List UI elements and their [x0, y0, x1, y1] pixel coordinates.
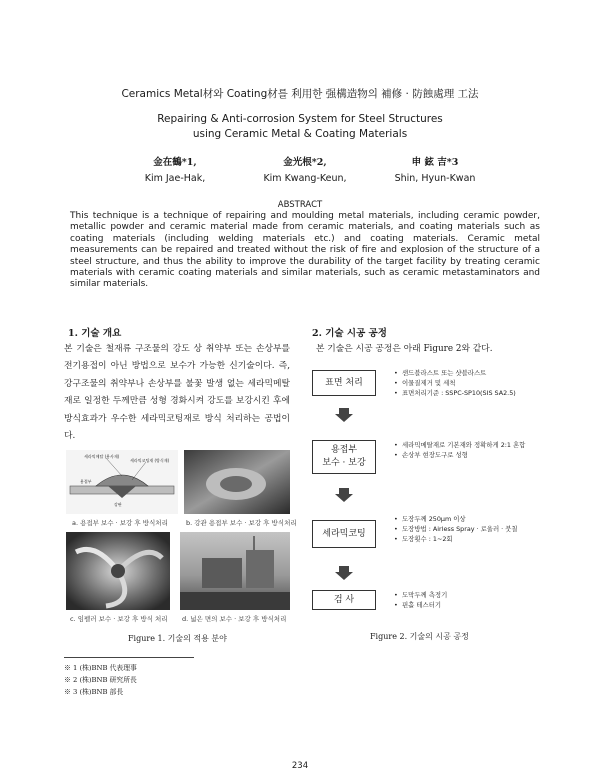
step-1-bullet: • 샌드블라스트 또는 샷블라스트 — [394, 368, 544, 378]
step-1-bullet: • 이물질제거 및 세척 — [394, 378, 544, 388]
step-2-bullet: • 세라믹메탈재로 기본재와 정확하게 2:1 혼합 — [394, 440, 544, 450]
paper-title-korean: Ceramics Metal材와 Coating材를 利用한 强構造物의 補修 · 防蝕處理 工法 — [121, 88, 479, 100]
step-2-bullet: • 손상부 현장도구로 성형 — [394, 450, 544, 460]
step-3-bullet: • 도장두께 250μm 이상 — [394, 514, 544, 524]
step-1-bullet: • 표면처리기준 : SSPC-SP10(SIS SA2.5) — [394, 388, 544, 398]
page-number: 234 — [291, 761, 309, 771]
section-1-body: 본 기술은 철재류 구조물의 강도 상 취약부 또는 손상부를 전기용접이 아닌 방법으로 보수가 가능한 신기술이다. 즉, 강구조물의 취약부나 손상부를 불꽃 발생 없는 세라믹메탈재로 일정한 두께만큼 성형 경화시켜 강도를 보강시킨 후에 방식효과가 우수한 세라믹코팅재로 방식 처리하는 공법이다. — [64, 344, 290, 442]
photo-a-label-3: 용접부 — [80, 479, 92, 484]
author-1-en: Kim Jae-Hak, — [144, 173, 206, 184]
step-3-label: 세라믹코팅 — [322, 528, 366, 539]
footnote-1: ※ 1 (株)BNB 代表理事 — [64, 664, 137, 672]
caption-d: d. 넓은 면의 보수 · 보강 후 방식처리 — [182, 615, 287, 623]
step-3-bullet: • 도장횟수 : 1~2회 — [394, 534, 544, 544]
paper-title-english — [0, 112, 600, 142]
author-2-ko: 金光根*2, — [283, 157, 327, 168]
step-4-bullet: • 핀홀 테스터기 — [394, 600, 544, 610]
figure-2-caption: Figure 2. 기술의 시공 공정 — [370, 632, 469, 641]
section-1-heading: 1. 기술 개요 — [68, 328, 122, 339]
photo-b-pipe-repair — [184, 450, 290, 514]
author-3-en: Shin, Hyun-Kwan — [394, 173, 476, 184]
caption-c: c. 임펠러 보수 · 보강 후 방식 처리 — [70, 615, 168, 623]
step-1-label: 표면 처리 — [325, 377, 363, 388]
abstract-heading: ABSTRACT — [277, 200, 323, 210]
title-en-line2: using Ceramic Metal & Coating Materials — [192, 128, 408, 140]
caption-b: b. 강관 용접부 보수 · 보강 후 방식처리 — [186, 519, 297, 527]
step-4-bullet: • 도막두께 측정기 — [394, 590, 544, 600]
abstract-text: This technique is a technique of repairing and moulding metal materials, including ceramic powder, metallic powder and ceramic material made from ceramic materials, and coating materials such as coating materials (including welding materials etc.) and coating materials. Ceramic metal measurements can be repaired and treated without the risk of fire and explosion of the structure of a steel structure, and thus the ability to improve the durability of the target facility by treating ceramic materials with ceramic coating materials and similar materials, such as ceramic metastaminators and similar materials. — [70, 211, 540, 290]
author-3 — [380, 155, 490, 187]
caption-a: a. 용접부 보수 · 보강 후 방식처리 — [72, 519, 168, 527]
step-2-label-line2: 보수 · 보강 — [322, 458, 366, 468]
step-weld-repair — [312, 440, 376, 474]
photo-a-label-2: 세라믹코팅재 (방식재) — [130, 458, 170, 463]
section-2-body: 본 기술은 시공 공정은 아래 Figure 2와 같다. — [316, 344, 493, 354]
step-1-bullets — [394, 368, 544, 398]
photo-c-impeller — [66, 532, 170, 610]
step-3-bullet: • 도장방법 : Airless Spray · 로울러 · 붓칠 — [394, 524, 544, 534]
footnote-2: ※ 2 (株)BNB 研究所長 — [64, 676, 137, 684]
footnote-divider — [64, 657, 194, 658]
author-1-ko: 金在鶴*1, — [153, 157, 197, 168]
step-3-bullets — [394, 514, 544, 544]
step-4-bullets — [394, 590, 544, 610]
photo-a-weld-diagram — [66, 450, 178, 514]
title-en-line1: Repairing & Anti-corrosion System for Steel Structures — [157, 113, 443, 125]
step-ceramic-coating — [312, 520, 376, 548]
step-4-label: 검 사 — [333, 594, 355, 605]
section-2-heading: 2. 기술 시공 공정 — [312, 328, 387, 339]
step-inspection — [312, 590, 376, 610]
photo-a-label-4: 강판 — [114, 502, 122, 507]
step-surface-treatment — [312, 370, 376, 396]
figure-1-caption: Figure 1. 기술의 적용 분야 — [128, 634, 227, 643]
author-3-ko: 申 鉉 吉*3 — [411, 157, 459, 168]
author-2 — [250, 155, 360, 187]
footnote-3: ※ 3 (株)BNB 部長 — [64, 688, 124, 696]
author-1 — [130, 155, 220, 187]
photo-a-label-1: 세라믹메탈 (용사재) — [84, 454, 120, 459]
photo-d-wide-surface — [180, 532, 290, 610]
step-2-label-line1: 용접부 — [330, 445, 358, 455]
step-2-bullets — [394, 440, 544, 460]
author-2-en: Kim Kwang-Keun, — [263, 173, 347, 184]
